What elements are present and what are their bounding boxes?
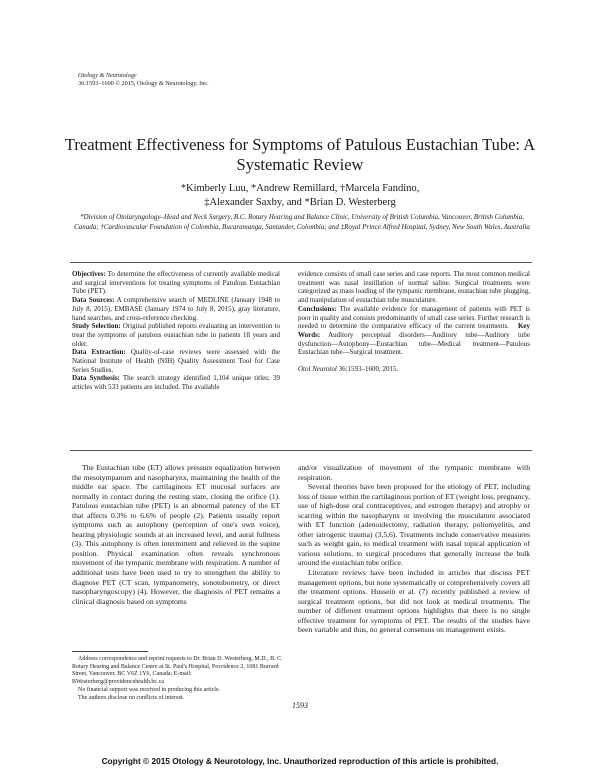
copyright-notice: Copyright © 2015 Otology & Neurotology, Inc. Unauthorized reproduction of this article is prohibited. <box>101 756 499 766</box>
abstract-data-extraction: Data Extraction: Quality-of-case reviews were assessed with the National Institute of Health (NIH) Quality Assessment Tool for Case Series Studies. <box>72 348 280 374</box>
footnote-conflicts: The authors disclose no conflicts of interest. <box>78 694 185 701</box>
abstract-right-column <box>298 270 530 374</box>
body-paragraph: The Eustachian tube (ET) allows pressure equalization between the mesotympanum and nasopharynx, maintaining the health of the middle ear space. The cartilaginous ET mucosal surfaces are normally in contact during the resting state, closing the orifice (1). Patulous eustachian tube (PET) is an abnormal patency of the ET that affects 0.3% to 6.6% of people (2). Patients usually report symptoms such as autophony (perception of one's own voice), hearing physiologic sounds at an increased level, and aural fullness (3). This autophony is often intermittent and relieved in the supine position. Physical examination often reveals synchronous movement of the tympanic membrane with respiration. A number of additional tests have been used to try to strengthen the ability to diagnose PET (CT scan, tympanometry, sonotubometry, or direct nasopharyngoscopy) (4). However, the diagnosis of PET remains a clinical diagnosis based on symptoms <box>72 463 280 606</box>
abstract-study-selection: Study Selection: Original published reports evaluating an intervention to treat the symptoms of patulous eustachian tube in patients 18 years and older. <box>72 322 280 348</box>
footnote <box>72 656 284 702</box>
abstract-data-synthesis: Data Synthesis: The search strategy identified 1,104 unique titles; 39 articles with 533 patients are included. The available <box>72 374 280 392</box>
abstract-data-sources: Data Sources: A comprehensive search of MEDLINE (January 1948 to July 8, 2015), EMBASE (January 1974 to July 8, 2015), gray literature, hand searches, and cross-reference checking. <box>72 296 281 322</box>
affiliations: *Division of Otolaryngology–Head and Neck Surgery, B.C. Rotary Hearing and Balance Clinic, University of British Columbia, Vancouver, British Columbia, Canada; †Cardiovascular Foundation of Colombia, Bucaramanga, Santander, Colombia; and ‡Royal Prince Alfred Hospital, Sydney, New South Wales, Australia <box>74 213 530 231</box>
body-paragraph: and/or visualization of movement of the tympanic membrane with respiration. <box>298 463 530 482</box>
footnote-divider <box>72 651 148 652</box>
authors-line-1: *Kimberly Luu, *Andrew Remillard, †Marcela Fandino, <box>180 183 420 194</box>
journal-name: Otology & Neurotology <box>78 72 137 79</box>
body-paragraph: Several theories have been proposed for the etiology of PET, including loss of tissue within the cartilaginous portion of ET (weight loss, pregnancy, use of high-dose oral contraceptives, and estrogen therapy) and atrophy or scarring within the nasopharynx or involving the musculature associated with ET function (adenoidectomy, radiation therapy, poliomyelitis, and other iatrogenic trauma) (3,5,6). Treatments include conservative measures such as weight gain, to medical treatment with nasal topical application of various solutions, to surgical procedures that generally increase the bulk around the eustachian tube orifice. <box>298 482 530 568</box>
abstract-citation: Otol Neurotol 36:1593–1600, 2015. <box>298 365 399 374</box>
page-number: 1593 <box>292 701 308 710</box>
article-title: Treatment Effectiveness for Symptoms of Patulous Eustachian Tube: A Systematic Review <box>64 135 536 174</box>
authors-line-2: ‡Alexander Saxby, and *Brian D. Westerberg <box>204 197 396 208</box>
abstract-conclusions: Conclusions: The available evidence for management of patients with PET is poor in quality and consists predominantly of small case series. Further research is needed to determine the comparative efficacy of the current treatments. Key Words: Auditory perceptual disorders—Auditory tube—Auditory tube dysfunction—Autophony—Eustachian tube—Medical treatment—Patulous Eustachian tube—Surgical treatment. <box>298 304 531 357</box>
body-paragraph: Literature reviews have been included in articles that discuss PET management options, but none systematically or comprehensively covers all the treatment options. Hussein et al. (7) recently published a review of surgical treatment options, but did not look at medical treatments. The number of different treatment options highlights that there is no single effective treatment for symptoms of PET. The results of the studies have been variable and thus, no general consensus on management exists. <box>298 568 530 635</box>
body-left-column <box>72 463 280 606</box>
key-words-label: Key Words: <box>298 322 531 339</box>
footnote-correspondence: Address correspondence and reprint requests to Dr. Brian D. Westerberg, M.D., B. C. Rotary Hearing and Balance Centre at St. Paul's Hospital, Providence 2, 1081 Burrard Street, Vancouver, BC V6Z 1Y6, Canada; E-mail: BWesterberg@providencehealth.bc.ca <box>72 656 283 686</box>
abstract-left-column <box>72 270 280 392</box>
journal-citation: 36:1593–1600 © 2015, Otology & Neurotology, Inc. <box>78 80 209 87</box>
journal-header <box>78 72 209 88</box>
abstract-objectives: Objectives: To determine the effectiveness of currently available medical and surgical interventions for treating symptoms of Patulous Eustachian Tube (PET). <box>72 270 280 296</box>
footnote-funding: No financial support was received in producing this article. <box>78 686 221 693</box>
author-list <box>60 182 540 210</box>
abstract-synthesis-continued: evidence consists of small case series and case reports. The most common medical treatment was nasal instillation of normal saline. Surgical treatments were categorized as mass loading of the tympanic membrane, eustachian tube plugging, and manipulation of eustachian tube musculature. <box>298 270 530 305</box>
body-right-column <box>298 463 530 635</box>
